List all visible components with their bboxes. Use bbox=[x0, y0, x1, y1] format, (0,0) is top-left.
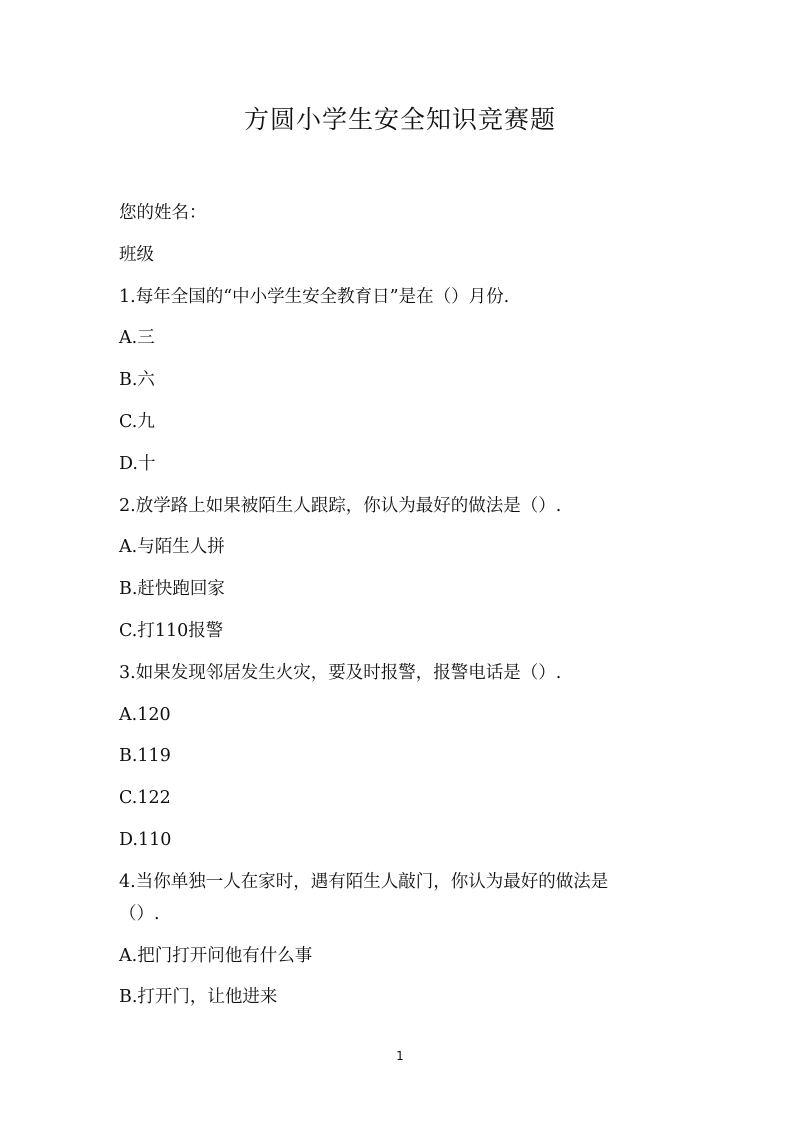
question-2-option-b: B.赶快跑回家 bbox=[119, 579, 225, 600]
question-4-option-b: B.打开门，让他进来 bbox=[119, 987, 278, 1008]
question-2-option-c: C.打110报警 bbox=[119, 620, 224, 641]
question-3: 3.如果发现邻居发生火灾，要及时报警，报警电话是（）. bbox=[119, 662, 562, 683]
question-2: 2.放学路上如果被陌生人跟踪，你认为最好的做法是（）. bbox=[119, 495, 562, 516]
document-title: 方圆小学生安全知识竞赛题 bbox=[243, 105, 556, 134]
question-2-option-a: A.与陌生人拼 bbox=[119, 537, 225, 558]
question-4-option-a: A.把门打开问他有什么事 bbox=[119, 945, 313, 966]
question-3-option-b: B.119 bbox=[119, 746, 171, 767]
question-4: 4.当你单独一人在家时，遇有陌生人敲门，你认为最好的做法是 bbox=[119, 871, 609, 892]
question-3-option-c: C.122 bbox=[119, 788, 171, 809]
name-field-label: 您的姓名： bbox=[119, 203, 207, 223]
question-1: 1.每年全国的“中小学生安全教育日”是在（）月份. bbox=[119, 286, 510, 307]
question-1-option-c: C.九 bbox=[119, 411, 155, 432]
question-4-continuation: （）. bbox=[119, 903, 160, 924]
class-field-label: 班级 bbox=[119, 244, 154, 265]
question-1-option-a: A.三 bbox=[119, 328, 155, 349]
document-body bbox=[119, 199, 679, 1025]
question-1-option-b: B.六 bbox=[119, 370, 155, 391]
question-3-option-a: A.120 bbox=[119, 704, 171, 725]
page-number: 1 bbox=[396, 1049, 404, 1063]
question-1-option-d: D.十 bbox=[119, 453, 156, 474]
question-3-option-d: D.110 bbox=[119, 829, 172, 850]
